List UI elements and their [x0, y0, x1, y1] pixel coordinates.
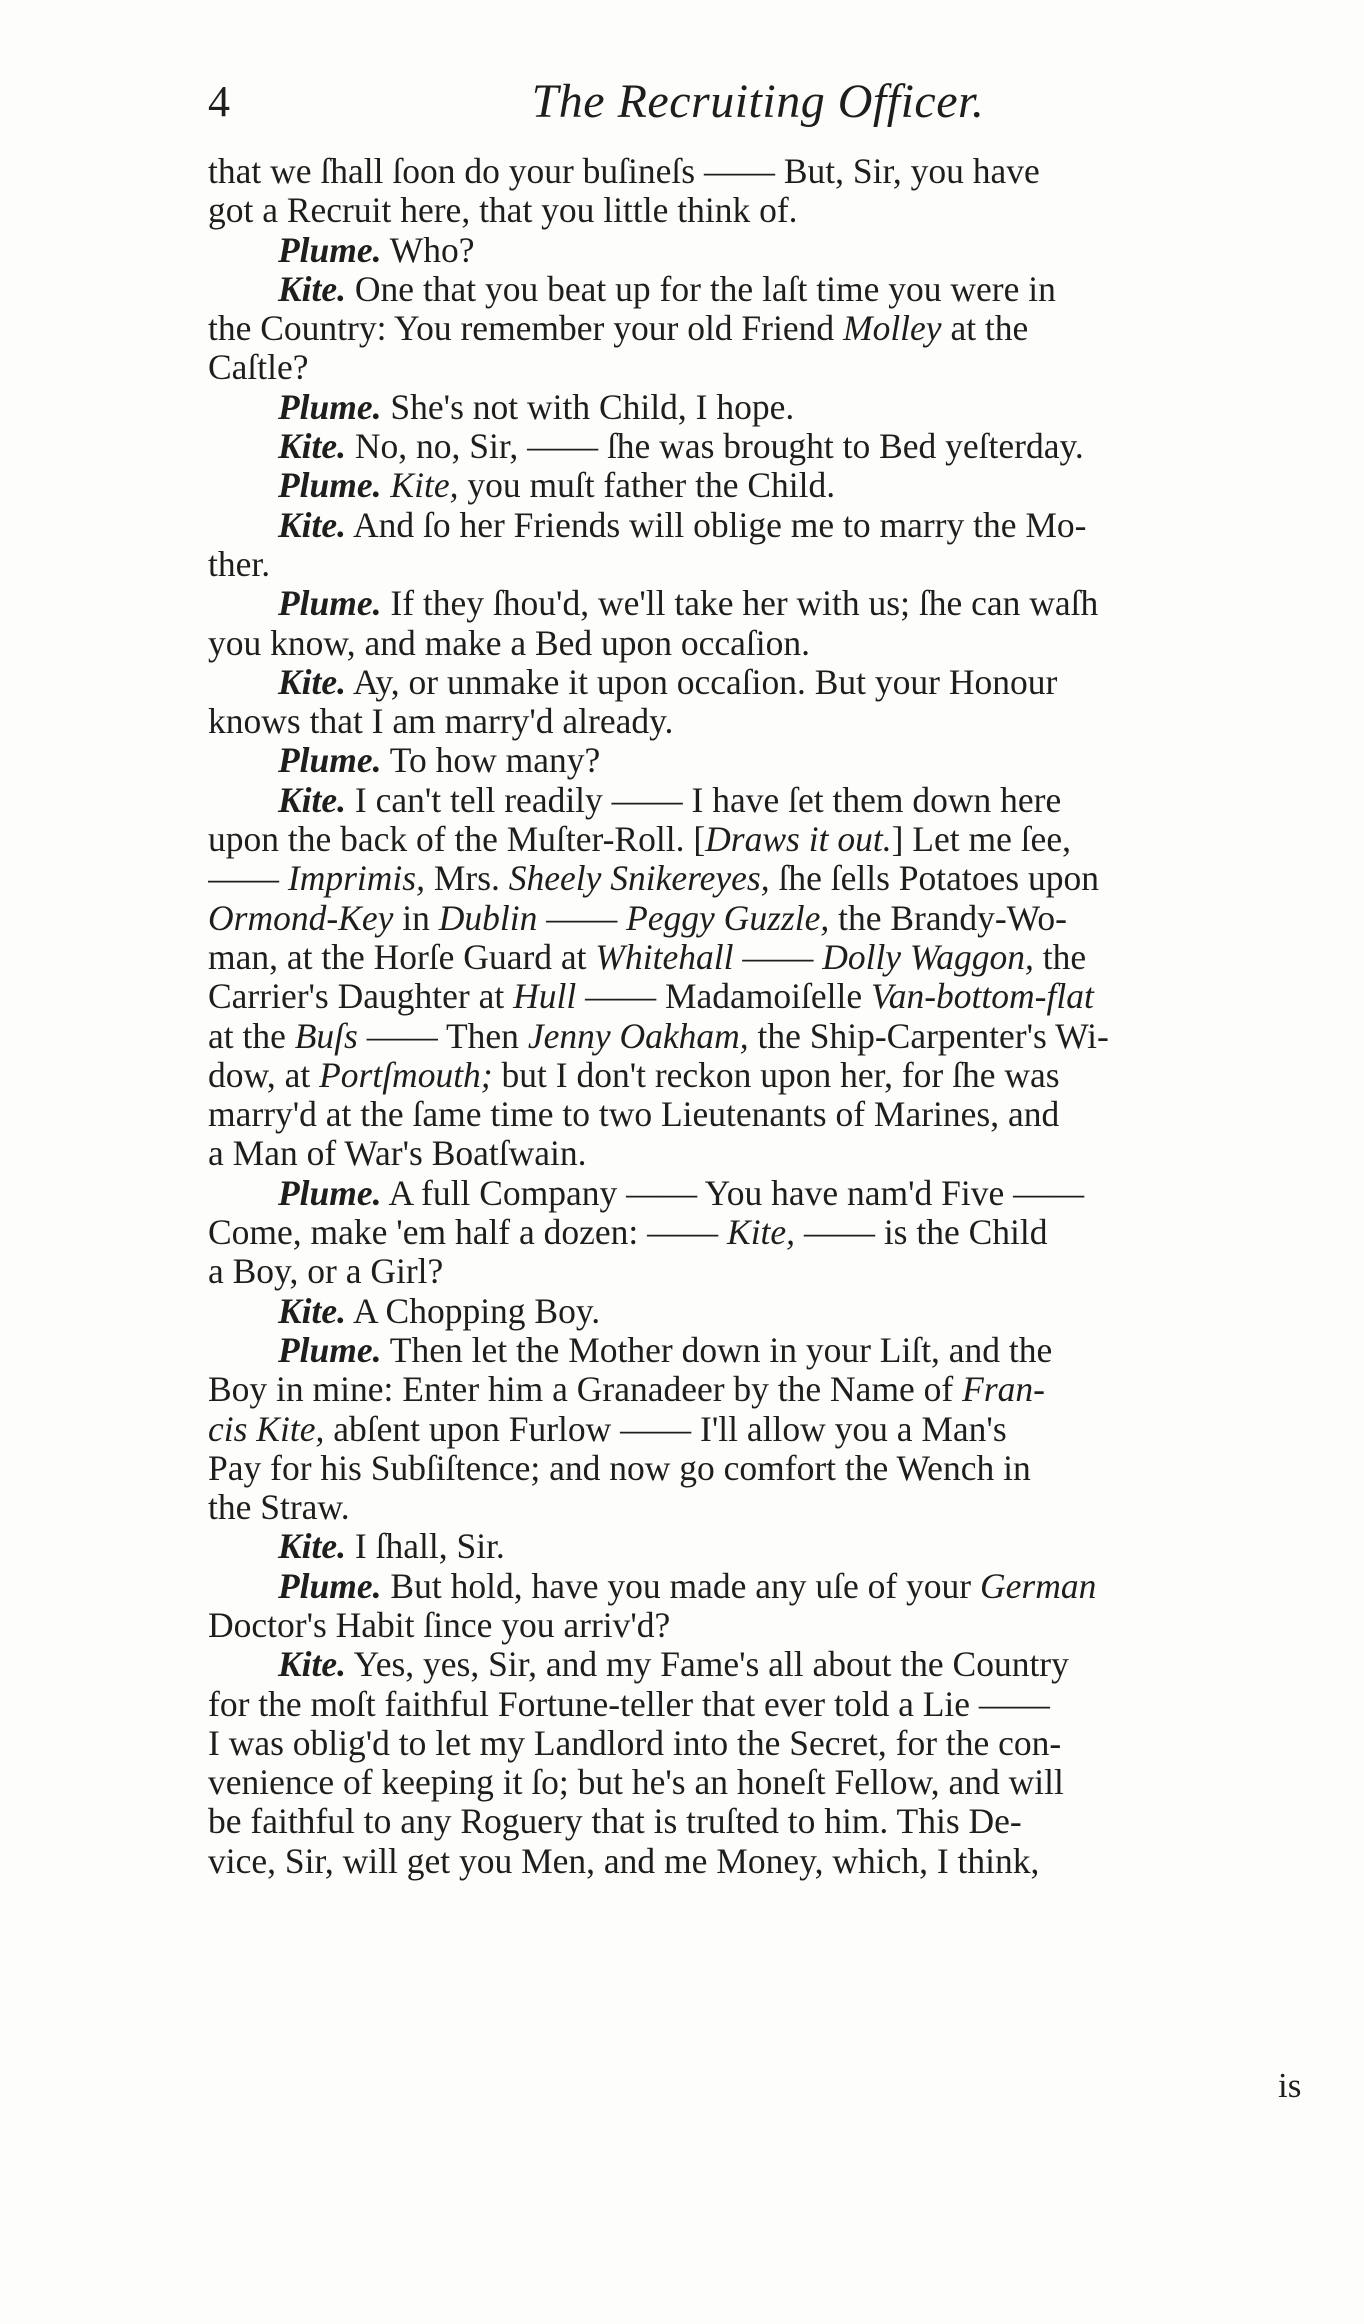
text-line — [208, 1567, 1308, 1606]
line-text: marry'd at the ſame time to two Lieutenants of Marines, and — [208, 1095, 1060, 1135]
line-text: Come, make 'em half a dozen: —— — [208, 1213, 728, 1253]
line-text: Mrs. — [424, 859, 509, 899]
line-text: at the — [208, 1016, 295, 1056]
text-line — [208, 348, 1308, 387]
italic-text: Jenny Oakham, — [527, 1016, 749, 1056]
text-line — [208, 1331, 1308, 1370]
line-text: I was oblig'd to let my Landlord into the Secret, for the con- — [208, 1723, 1062, 1763]
line-text: —— — [208, 859, 288, 899]
line-text: but I don't reckon upon her, for ſhe was — [492, 1055, 1060, 1095]
text-line — [208, 1842, 1308, 1881]
line-text: dow, at — [208, 1055, 320, 1095]
italic-text: Sheely Snikereyes, — [508, 859, 770, 899]
speaker-name: Plume. — [278, 466, 382, 506]
line-text: —— Then — [357, 1016, 528, 1056]
text-line — [208, 1095, 1308, 1134]
line-text: —— — [733, 937, 823, 977]
text-line — [208, 977, 1308, 1016]
speaker-name: Plume. — [278, 584, 382, 624]
speaker-name: Kite. — [278, 662, 347, 702]
line-text: —— — [537, 898, 627, 938]
italic-text: Peggy Guzzle, — [626, 898, 830, 938]
italic-text: Draws it out. — [705, 820, 892, 860]
line-text: venience of keeping it ſo; but he's an honeſt Fellow, and will — [208, 1763, 1064, 1803]
text-line — [208, 427, 1308, 466]
italic-text: German — [980, 1566, 1097, 1606]
speaker-name: Kite. — [278, 505, 347, 545]
speaker-name: Plume. — [278, 1566, 382, 1606]
text-line — [208, 309, 1308, 348]
text-line — [208, 584, 1308, 623]
italic-text: Kite, — [727, 1213, 796, 1253]
line-text: man, at the Horſe Guard at — [208, 937, 596, 977]
line-text: ſhe ſells Potatoes upon — [769, 859, 1099, 899]
text-line — [208, 702, 1308, 741]
page-number: 4 — [208, 77, 230, 126]
speaker-name: Plume. — [278, 1173, 382, 1213]
line-text: Pay for his Subſiſtence; and now go comfort the Wench in — [208, 1448, 1031, 1488]
running-title: The Recruiting Officer. — [531, 75, 985, 128]
line-text: Caſtle? — [208, 348, 309, 388]
speaker-name: Kite. — [278, 1527, 347, 1567]
text-line — [208, 1134, 1308, 1173]
line-text: the Brandy-Wo- — [829, 898, 1067, 938]
speaker-name: Kite. — [278, 1645, 347, 1685]
text-line — [208, 1449, 1308, 1488]
line-text: the Straw. — [208, 1488, 350, 1528]
speaker-name: Plume. — [278, 387, 382, 427]
italic-text: Portſmouth; — [319, 1055, 493, 1095]
play-text — [208, 152, 1308, 1881]
text-line — [208, 624, 1308, 663]
line-text: ] Let me ſee, — [891, 820, 1071, 860]
line-text: —— is the Child — [795, 1213, 1048, 1253]
text-line — [208, 545, 1308, 584]
line-text: the Ship-Carpenter's Wi- — [748, 1016, 1109, 1056]
line-text: in — [393, 898, 439, 938]
line-text: got a Recruit here, that you little think of. — [208, 191, 798, 231]
speaker-name: Plume. — [278, 1330, 382, 1370]
line-text: A Chopping Boy. — [346, 1291, 601, 1331]
line-text: Doctor's Habit ſince you arriv'd? — [208, 1605, 671, 1645]
italic-text: Ormond-Key — [208, 898, 394, 938]
line-text: ther. — [208, 544, 271, 584]
text-line — [208, 1724, 1308, 1763]
line-text: vice, Sir, will get you Men, and me Money, which, I think, — [208, 1841, 1040, 1881]
speaker-name: Kite. — [278, 427, 347, 467]
italic-text: Fran- — [962, 1370, 1045, 1410]
text-line — [208, 741, 1308, 780]
line-text: Then let the Mother down in your Liſt, and the — [381, 1330, 1053, 1370]
line-text: be faithful to any Roguery that is truſted to him. This De- — [208, 1802, 1022, 1842]
italic-text: Dublin — [438, 898, 538, 938]
text-line — [208, 899, 1308, 938]
line-text: Carrier's Daughter at — [208, 977, 514, 1017]
italic-text: Imprimis, — [287, 859, 425, 899]
line-text: for the moſt faithful Fortune-teller that ever told a Lie —— — [208, 1684, 1050, 1724]
line-text: upon the back of the Muſter-Roll. [ — [208, 820, 706, 860]
text-line — [208, 1056, 1308, 1095]
line-text: the — [1033, 937, 1087, 977]
line-text: Ay, or unmake it upon occaſion. But your Honour — [346, 662, 1058, 702]
italic-text: Van-bottom-flat — [870, 977, 1094, 1017]
italic-text: Hull — [513, 977, 577, 1017]
text-line — [208, 1174, 1308, 1213]
line-text: A full Company —— You have nam'd Five —— — [381, 1173, 1085, 1213]
line-text: that we ſhall ſoon do your buſineſs —— But, Sir, you have — [208, 152, 1040, 191]
speaker-name: Plume. — [278, 741, 382, 781]
line-text: I can't tell readily —— I have ſet them down here — [346, 780, 1062, 820]
italic-text: Kite, — [390, 466, 459, 506]
text-line — [208, 1685, 1308, 1724]
text-line — [208, 938, 1308, 977]
text-line — [208, 191, 1308, 230]
text-line — [208, 1292, 1308, 1331]
line-text: If they ſhou'd, we'll take her with us; ſhe can waſh — [381, 584, 1099, 624]
text-line — [208, 1763, 1308, 1802]
text-line — [208, 663, 1308, 702]
text-line — [208, 1410, 1308, 1449]
italic-text: cis Kite, — [208, 1409, 325, 1449]
text-line — [208, 820, 1308, 859]
line-text: the Country: You remember your old Friend — [208, 309, 843, 349]
text-line — [208, 506, 1308, 545]
line-text: a Man of War's Boatſwain. — [208, 1134, 587, 1174]
line-text: One that you beat up for the laſt time you were in — [346, 269, 1056, 309]
line-text: a Boy, or a Girl? — [208, 1252, 444, 1292]
line-text: And ſo her Friends will oblige me to marry the Mo- — [346, 505, 1087, 545]
text-line — [208, 466, 1308, 505]
text-line — [208, 1213, 1308, 1252]
italic-text: Molley — [843, 309, 942, 349]
line-text: knows that I am marry'd already. — [208, 702, 674, 742]
catchword: is — [1278, 2066, 1302, 2105]
speaker-name: Kite. — [278, 269, 347, 309]
italic-text: Dolly Waggon, — [822, 937, 1034, 977]
line-text: abſent upon Furlow —— I'll allow you a Man's — [324, 1409, 1007, 1449]
line-text: To how many? — [381, 741, 601, 781]
speaker-name: Kite. — [278, 1291, 347, 1331]
text-line — [208, 231, 1308, 270]
line-text: She's not with Child, I hope. — [381, 387, 795, 427]
line-text: I ſhall, Sir. — [346, 1527, 505, 1567]
line-text: Boy in mine: Enter him a Granadeer by the Name of — [208, 1370, 963, 1410]
speaker-name: Plume. — [278, 230, 382, 270]
line-text: But hold, have you made any uſe of your — [381, 1566, 980, 1606]
text-line — [208, 1017, 1308, 1056]
text-line — [208, 1802, 1308, 1841]
text-line — [208, 388, 1308, 427]
line-text: Who? — [381, 230, 475, 270]
text-line — [208, 270, 1308, 309]
text-line — [208, 1645, 1308, 1684]
italic-text: Buſs — [294, 1016, 358, 1056]
text-line — [208, 1488, 1308, 1527]
line-text: at the — [941, 309, 1029, 349]
text-line — [208, 1606, 1308, 1645]
text-line — [208, 859, 1308, 898]
page-header — [208, 76, 1308, 146]
text-line — [208, 152, 1308, 191]
italic-text: Whitehall — [595, 937, 734, 977]
speaker-name: Kite. — [278, 780, 347, 820]
text-line — [208, 1527, 1308, 1566]
line-text: No, no, Sir, —— ſhe was brought to Bed yeſterday. — [346, 427, 1084, 467]
text-line — [208, 1370, 1308, 1409]
line-text: Yes, yes, Sir, and my Fame's all about the Country — [346, 1645, 1069, 1685]
line-text: you know, and make a Bed upon occaſion. — [208, 623, 811, 663]
text-line — [208, 1252, 1308, 1291]
line-text: you muſt father the Child. — [458, 466, 836, 506]
line-text: —— Madamoiſelle — [576, 977, 871, 1017]
text-line — [208, 781, 1308, 820]
